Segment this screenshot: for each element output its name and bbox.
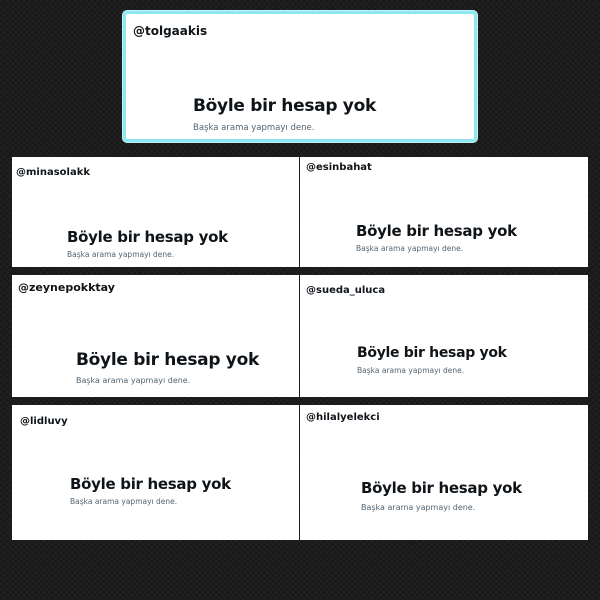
account-handle: @lidluvy bbox=[20, 416, 68, 427]
account-handle: @tolgaakis bbox=[133, 24, 208, 38]
account-card-lidluvy bbox=[12, 405, 299, 540]
account-card-esinbahat bbox=[300, 157, 588, 267]
account-card-tolgaakis bbox=[123, 11, 477, 142]
account-card-sueda-uluca bbox=[300, 275, 588, 397]
account-handle: @sueda_uluca bbox=[306, 285, 386, 296]
not-found-subtitle: Başka arama yapmayı dene. bbox=[357, 366, 465, 375]
account-handle: @zeynepokktay bbox=[18, 281, 115, 294]
not-found-title: Böyle bir hesap yok bbox=[361, 479, 522, 497]
not-found-subtitle: Başka arama yapmayı dene. bbox=[76, 376, 191, 385]
not-found-title: Böyle bir hesap yok bbox=[193, 96, 376, 116]
account-handle: @minasolakk bbox=[16, 167, 91, 178]
not-found-subtitle: Başka arama yapmayı dene. bbox=[361, 503, 476, 512]
not-found-title: Böyle bir hesap yok bbox=[70, 475, 231, 493]
not-found-title: Böyle bir hesap yok bbox=[67, 228, 228, 246]
account-card-minasolakk bbox=[12, 157, 299, 267]
account-handle: @hilalyelekci bbox=[306, 412, 380, 423]
not-found-subtitle: Başka arama yapmayı dene. bbox=[67, 250, 175, 259]
not-found-title: Böyle bir hesap yok bbox=[357, 345, 507, 361]
not-found-subtitle: Başka arama yapmayı dene. bbox=[193, 123, 315, 133]
account-card-hilalyelekci bbox=[300, 405, 588, 540]
not-found-title: Böyle bir hesap yok bbox=[76, 350, 259, 370]
account-card-zeynepokktay bbox=[12, 275, 299, 397]
not-found-subtitle: Başka arama yapmayı dene. bbox=[70, 497, 178, 506]
not-found-title: Böyle bir hesap yok bbox=[356, 222, 517, 240]
account-handle: @esinbahat bbox=[306, 162, 372, 173]
not-found-subtitle: Başka arama yapmayı dene. bbox=[356, 244, 464, 253]
